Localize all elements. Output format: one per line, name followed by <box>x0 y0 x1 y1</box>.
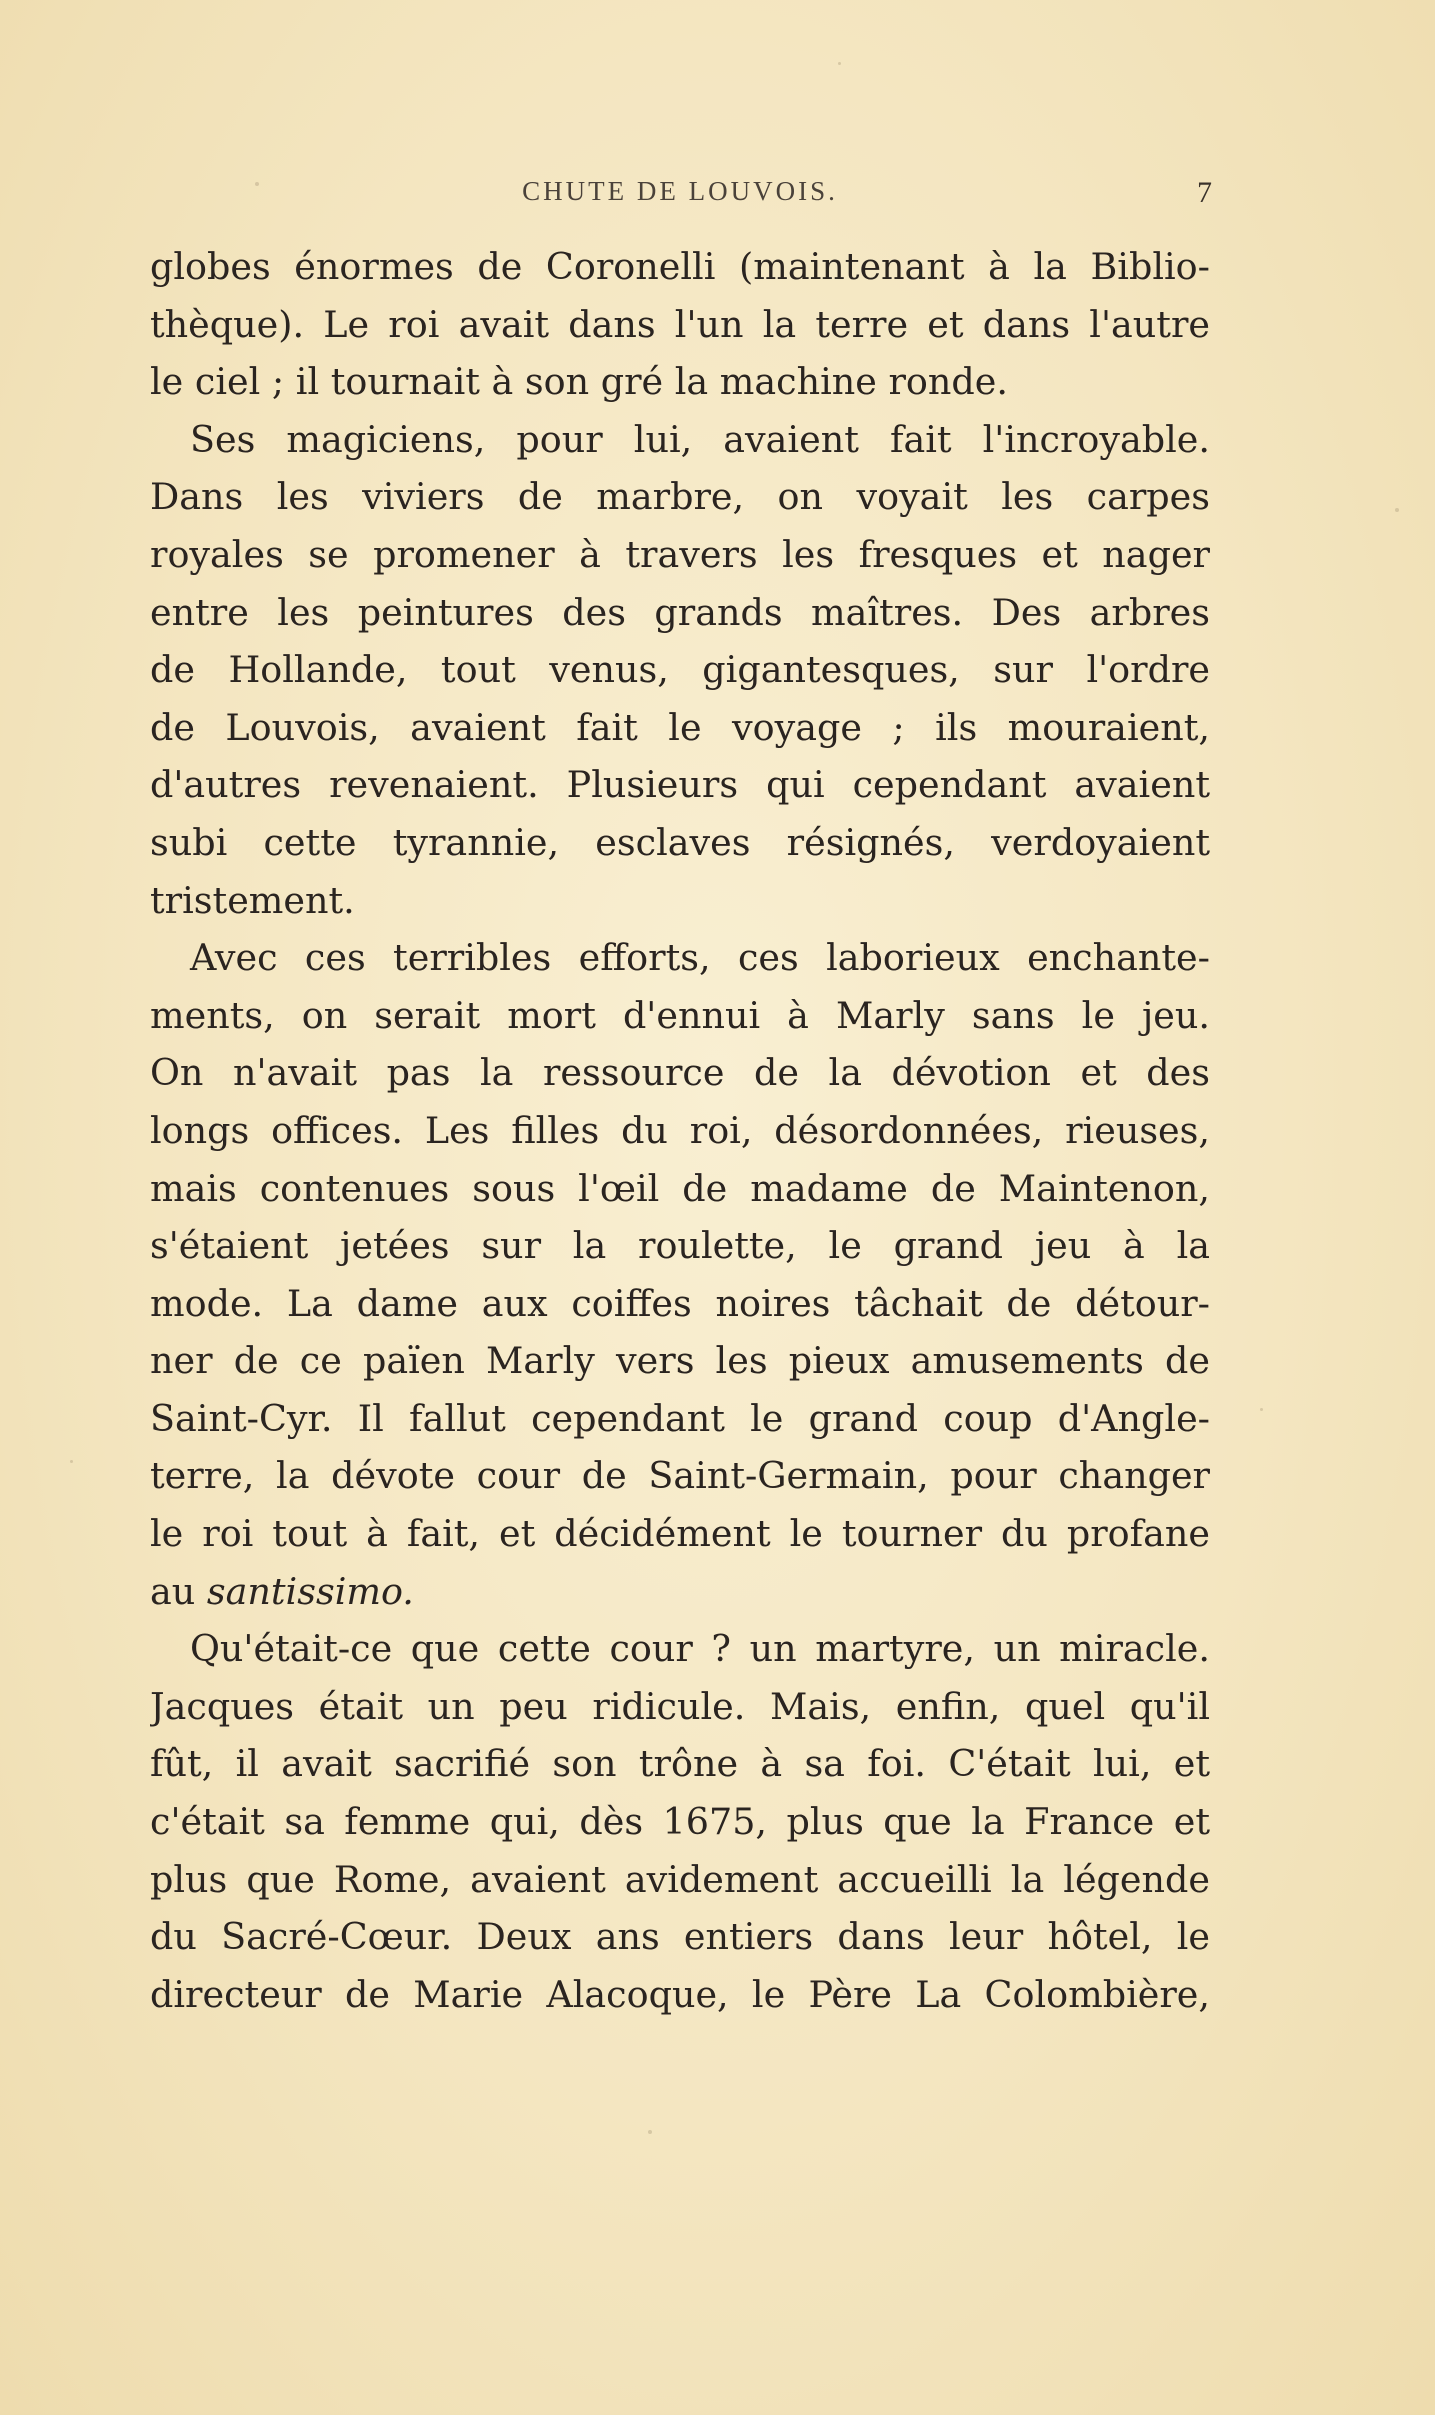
text-line: du Sacré-Cœur. Deux ans entiers dans leur hôtel, le <box>150 1915 1210 1959</box>
text-line: Jacques était un peu ridicule. Mais, enfin, quel qu'il <box>150 1684 1210 1728</box>
text-line: Saint-Cyr. Il fallut cependant le grand coup d'Angle- <box>150 1396 1210 1440</box>
paragraph-start: Ses magiciens, pour lui, avaient fait l'incroyable. <box>190 417 1210 461</box>
text-line: mais contenues sous l'œil de madame de Maintenon, <box>150 1166 1210 1210</box>
text-line: le ciel ; il tournait à son gré la machine ronde. <box>150 360 1008 404</box>
paragraph-start: Avec ces terribles efforts, ces laborieux enchante- <box>190 936 1210 980</box>
running-title: CHUTE DE LOUVOIS. <box>522 176 838 206</box>
text-line: On n'avait pas la ressource de la dévotion et des <box>150 1051 1210 1095</box>
page-number: 7 <box>1197 176 1212 209</box>
text-line: le roi tout à fait, et décidément le tourner du profane <box>150 1512 1210 1556</box>
text-line: d'autres revenaient. Plusieurs qui cependant avaient <box>150 763 1210 807</box>
text-line: s'étaient jetées sur la roulette, le grand jeu à la <box>150 1224 1210 1268</box>
text-line: subi cette tyrannie, esclaves résignés, verdoyaient <box>150 820 1210 864</box>
text-line: fût, il avait sacrifié son trône à sa foi. C'était lui, et <box>150 1742 1210 1786</box>
text-line <box>150 1563 1210 1621</box>
text-line: tristement. <box>150 878 355 922</box>
paper-speck <box>838 62 841 65</box>
text-line: terre, la dévote cour de Saint-Germain, pour changer <box>150 1454 1210 1498</box>
text-line: globes énormes de Coronelli (maintenant à la Biblio- <box>150 245 1210 288</box>
text-line: thèque). Le roi avait dans l'un la terre et dans l'autre <box>150 302 1210 346</box>
text-line: directeur de Marie Alacoque, le Père La Colombière, <box>150 1972 1210 2016</box>
text-line: royales se promener à travers les fresques et nager <box>150 532 1210 576</box>
running-header <box>150 176 1210 216</box>
text-line: c'était sa femme qui, dès 1675, plus que la France et <box>150 1800 1210 1844</box>
text-line: entre les peintures des grands maîtres. Des arbres <box>150 590 1210 634</box>
paper-speck <box>648 2130 652 2134</box>
text-line: de Hollande, tout venus, gigantesques, sur l'ordre <box>150 648 1210 692</box>
italic-word: santissimo. <box>206 1569 414 1613</box>
text-line-start: au <box>150 1569 196 1613</box>
paragraph-start: Qu'était-ce que cette cour ? un martyre, un miracle. <box>190 1627 1210 1671</box>
text-line: longs offices. Les filles du roi, désordonnées, rieuses, <box>150 1108 1210 1152</box>
body-text <box>150 238 1210 2023</box>
paper-speck <box>70 1460 73 1463</box>
text-line: de Louvois, avaient fait le voyage ; ils mouraient, <box>150 705 1210 749</box>
text-line: ner de ce païen Marly vers les pieux amusements de <box>150 1339 1210 1383</box>
paper-speck <box>1260 1408 1263 1411</box>
text-line: mode. La dame aux coiffes noires tâchait de détour- <box>150 1281 1210 1325</box>
text-line: ments, on serait mort d'ennui à Marly sans le jeu. <box>150 993 1210 1037</box>
text-line: plus que Rome, avaient avidement accueilli la légende <box>150 1857 1210 1901</box>
text-line: Dans les viviers de marbre, on voyait les carpes <box>150 475 1210 519</box>
paper-speck <box>1395 508 1399 512</box>
